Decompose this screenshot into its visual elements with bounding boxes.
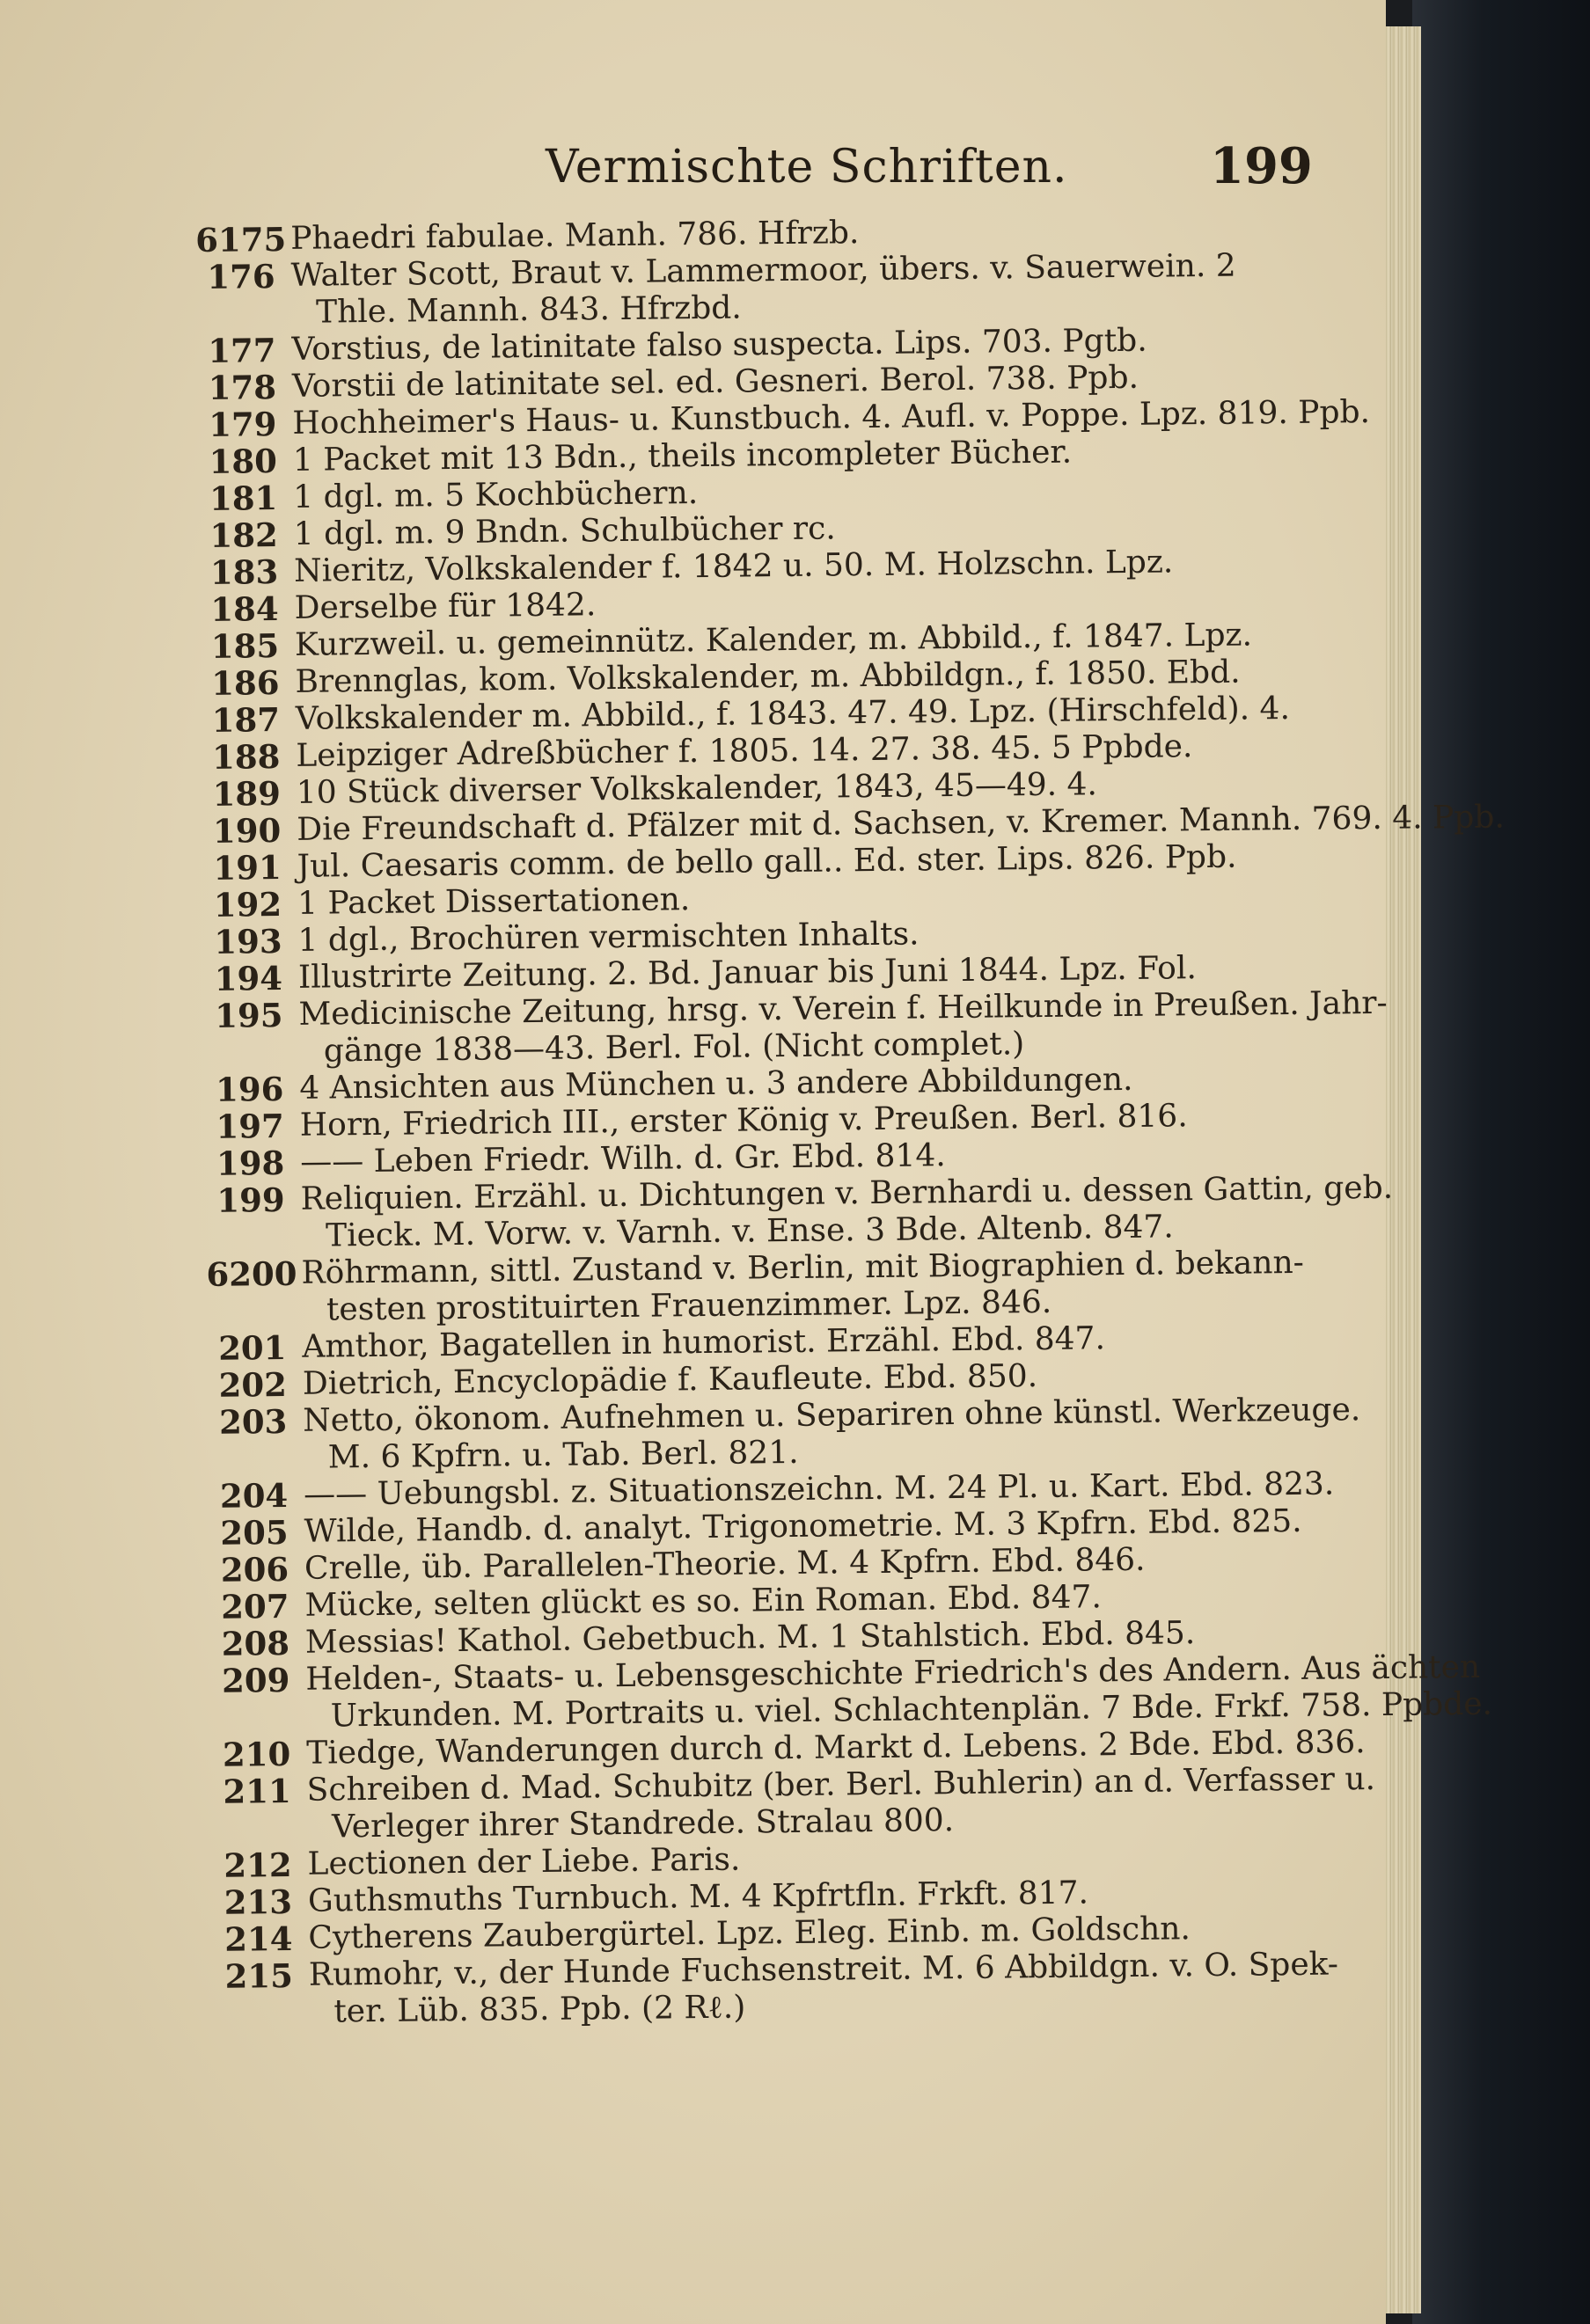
entry-text-continuation: Thle. Mannh. 843. Hfrzbd. bbox=[315, 289, 742, 331]
entry-number: 184 bbox=[210, 589, 279, 629]
catalog-entry bbox=[214, 1946, 1350, 2032]
entry-text-line: Vorstius, de latinitate falso suspecta. Lips. 703. Pgtb. bbox=[291, 322, 1147, 368]
entry-number: 201 bbox=[217, 1327, 287, 1368]
entry-text-continuation: Tieck. M. Vorw. v. Varnh. v. Ense. 3 Bde. Altenb. 847. bbox=[325, 1209, 1174, 1254]
entry-number: 205 bbox=[220, 1512, 289, 1553]
entry-text bbox=[300, 1170, 1393, 1255]
entry-number: 181 bbox=[209, 479, 278, 518]
entry-number: 206 bbox=[220, 1549, 289, 1590]
entry-text-line: 1 dgl. m. 9 Bndn. Schulbücher rc. bbox=[293, 510, 836, 552]
entry-text-line: Reliquien. Erzähl. u. Dichtungen v. Bernhardi u. dessen Gattin, geb. bbox=[300, 1169, 1394, 1217]
entry-text bbox=[309, 1946, 1350, 2030]
entry-number: 197 bbox=[216, 1107, 285, 1146]
catalog-entry bbox=[206, 1244, 1342, 1330]
entry-number: 179 bbox=[208, 405, 277, 444]
entry-text-line: Walter Scott, Braut v. Lammermoor, übers. v. Sauerwein. 2 bbox=[290, 247, 1236, 294]
entry-number: 187 bbox=[211, 700, 281, 740]
entry-text-line: 4 Ansichten aus München u. 3 andere Abbildungen. bbox=[299, 1061, 1133, 1107]
catalog-entry bbox=[195, 246, 1331, 333]
entry-number: 202 bbox=[218, 1364, 288, 1405]
entry-text-continuation: M. 6 Kpfrn. u. Tab. Berl. 821. bbox=[327, 1434, 799, 1476]
entry-text-line: Brennglas, kom. Volkskalender, m. Abbildgn., f. 1850. Ebd. bbox=[295, 654, 1241, 700]
entry-text-continuation: testen prostituirten Frauenzimmer. Lpz. 846. bbox=[326, 1283, 1052, 1328]
entry-text-line: Wilde, Handb. d. analyt. Trigonometrie. M. 3 Kpfrn. Ebd. 825. bbox=[304, 1502, 1302, 1550]
entry-text-line: Guthsmuths Turnbuch. M. 4 Kpfrtfln. Frkft. 817. bbox=[307, 1875, 1089, 1919]
entry-number: 211 bbox=[223, 1771, 291, 1811]
entry-number: 176 bbox=[207, 257, 275, 296]
entry-text-line: Medicinische Zeitung, hrsg. v. Verein f. Heilkunde in Preußen. Jahr- bbox=[298, 984, 1388, 1033]
entry-text-line: 1 dgl. m. 5 Kochbüchern. bbox=[293, 475, 699, 515]
entry-text-line: Kurzweil. u. gemeinnütz. Kalender, m. Abbild., f. 1847. Lpz. bbox=[294, 617, 1253, 663]
entry-text-line: Röhrmann, sittl. Zustand v. Berlin, mit Biographien d. bekann- bbox=[301, 1244, 1305, 1291]
catalog-entry bbox=[205, 1169, 1394, 1256]
entry-text-line: Helden-, Staats- u. Lebensgeschichte Friedrich's des Andern. Aus ächten bbox=[305, 1648, 1481, 1698]
entry-text-continuation: gänge 1838—43. Berl. Fol. (Nicht complet.) bbox=[323, 1026, 1025, 1070]
entry-text-line: Netto, ökonom. Aufnehmen u. Separiren ohne künstl. Werkzeuge. bbox=[303, 1392, 1361, 1439]
entry-text-line: Hochheimer's Haus- u. Kunstbuch. 4. Aufl. v. Poppe. Lpz. 819. Ppb. bbox=[292, 394, 1371, 442]
entry-text-line: 1 dgl., Brochüren vermischten Inhalts. bbox=[297, 916, 920, 959]
entry-text-line: Messias! Kathol. Gebetbuch. M. 1 Stahlstich. Ebd. 845. bbox=[304, 1615, 1196, 1661]
entry-text-line: Amthor, Bagatellen in humorist. Erzähl. Ebd. 847. bbox=[302, 1320, 1106, 1365]
entry-number: 183 bbox=[209, 552, 279, 592]
entry-number: 213 bbox=[223, 1882, 293, 1922]
entry-text bbox=[290, 246, 1331, 331]
entry-number: 6175 bbox=[194, 219, 287, 259]
page-number: 199 bbox=[1210, 137, 1313, 195]
entry-text bbox=[301, 1244, 1342, 1328]
entry-text-line: 1 Packet mit 13 Bdn., theils incompleter Bücher. bbox=[292, 434, 1073, 479]
entry-number: 192 bbox=[213, 885, 282, 924]
entry-number: 208 bbox=[221, 1623, 290, 1663]
entry-number: 178 bbox=[208, 368, 277, 407]
entry-number: 195 bbox=[214, 996, 283, 1035]
entry-number: 210 bbox=[222, 1734, 291, 1774]
entry-text-line: Lectionen der Liebe. Paris. bbox=[307, 1841, 741, 1882]
entry-text-line: Derselbe für 1842. bbox=[294, 587, 597, 626]
entry-text-line: Rumohr, v., der Hunde Fuchsenstreit. M. 6 Abbildgn. v. O. Spek- bbox=[308, 1946, 1339, 1993]
page-header bbox=[0, 132, 1386, 211]
running-title: Vermischte Schriften. bbox=[546, 141, 1068, 194]
entry-text-line: Mücke, selten glückt es so. Ein Roman. Ebd. 847. bbox=[304, 1579, 1103, 1624]
entry-text-line: Volkskalender m. Abbild., f. 1843. 47. 49. Lpz. (Hirschfeld). 4. bbox=[295, 691, 1291, 737]
catalog-entry bbox=[210, 1648, 1493, 1736]
entry-text-line: Tiedge, Wanderungen durch d. Markt d. Lebens. 2 Bde. Ebd. 836. bbox=[306, 1724, 1366, 1772]
entry-number: 199 bbox=[216, 1180, 285, 1220]
entry-number: 204 bbox=[219, 1475, 289, 1516]
entry-number: 177 bbox=[208, 331, 276, 370]
entry-text-line: Vorstii de latinitate sel. ed. Gesneri. Berol. 738. Ppb. bbox=[291, 359, 1139, 405]
entry-text-line: Die Freundschaft d. Pfälzer mit d. Sachsen, v. Kremer. Mannh. 769. 4. Ppb. bbox=[297, 799, 1505, 848]
entry-number: 196 bbox=[215, 1070, 284, 1109]
entry-text-line: —— Uebungsbl. z. Situationszeichn. M. 24 Pl. u. Kart. Ebd. 823. bbox=[303, 1465, 1335, 1513]
entry-text-continuation: ter. Lüb. 835. Ppb. (2 Rℓ.) bbox=[333, 1989, 746, 2030]
catalog-entry-list bbox=[194, 209, 1505, 2031]
entry-text-line: Phaedri fabulae. Manh. 786. Hfrzb. bbox=[289, 215, 860, 257]
entry-text bbox=[305, 1649, 1492, 1736]
entry-number: 188 bbox=[211, 737, 281, 777]
entry-number: 203 bbox=[218, 1401, 288, 1442]
catalog-entry bbox=[211, 1761, 1376, 1847]
catalog-entry bbox=[208, 1392, 1361, 1478]
entry-text-continuation: Verleger ihrer Standrede. Stralau 800. bbox=[331, 1802, 955, 1845]
entry-text-line: Nieritz, Volkskalender f. 1842 u. 50. M. Holzschn. Lpz. bbox=[293, 544, 1174, 589]
entry-number: 191 bbox=[213, 848, 282, 888]
entry-number: 207 bbox=[221, 1586, 289, 1626]
entry-text-line: Crelle, üb. Parallelen-Theorie. M. 4 Kpfrn. Ebd. 846. bbox=[304, 1541, 1146, 1587]
entry-text-line: —— Leben Friedr. Wilh. d. Gr. Ebd. 814. bbox=[299, 1137, 946, 1180]
entry-number: 212 bbox=[223, 1845, 292, 1885]
book-cover-edge bbox=[1412, 0, 1590, 2324]
entry-number: 189 bbox=[212, 774, 282, 814]
entry-text-line: Jul. Caesaris comm. de bello gall.. Ed. ster. Lips. 826. Ppb. bbox=[297, 838, 1237, 885]
entry-number: 215 bbox=[224, 1955, 294, 1996]
entry-text-line: Schreiben d. Mad. Schubitz (ber. Berl. Buhlerin) an d. Verfasser u. bbox=[306, 1761, 1376, 1809]
entry-text-line: 10 Stück diverser Volkskalender, 1843, 45—49. 4. bbox=[296, 766, 1098, 811]
catalog-entry bbox=[203, 984, 1388, 1071]
entry-number: 185 bbox=[210, 626, 280, 666]
entry-text bbox=[306, 1761, 1375, 1846]
entry-number: 190 bbox=[212, 811, 282, 851]
entry-number: 198 bbox=[216, 1144, 285, 1183]
entry-number: 193 bbox=[214, 922, 282, 961]
entry-text bbox=[298, 985, 1388, 1071]
entry-number: 214 bbox=[223, 1918, 293, 1959]
entry-text-line: Leipziger Adreßbücher f. 1805. 14. 27. 38. 45. 5 Ppbde. bbox=[296, 728, 1193, 774]
entry-number: 194 bbox=[214, 959, 283, 998]
entry-number: 182 bbox=[209, 515, 278, 555]
entry-text-line: Cytherens Zaubergürtel. Lpz. Eleg. Einb. m. Goldschn. bbox=[308, 1911, 1191, 1956]
entry-number: 180 bbox=[209, 442, 278, 481]
entry-number: 186 bbox=[211, 663, 280, 703]
entry-text-line: Dietrich, Encyclopädie f. Kaufleute. Ebd. 850. bbox=[302, 1358, 1038, 1402]
entry-number: 209 bbox=[221, 1660, 290, 1700]
entry-text bbox=[303, 1392, 1361, 1477]
entry-text-continuation: Urkunden. M. Portraits u. viel. Schlachtenplän. 7 Bde. Frkf. 758. Ppbde. bbox=[330, 1685, 1493, 1735]
entry-text-line: Horn, Friedrich III., erster König v. Preußen. Berl. 816. bbox=[299, 1098, 1188, 1144]
entry-text-line: Illustrirte Zeitung. 2. Bd. Januar bis Juni 1844. Lpz. Fol. bbox=[297, 950, 1198, 996]
entry-number: 6200 bbox=[206, 1253, 297, 1294]
entry-text-line: 1 Packet Dissertationen. bbox=[297, 881, 691, 922]
